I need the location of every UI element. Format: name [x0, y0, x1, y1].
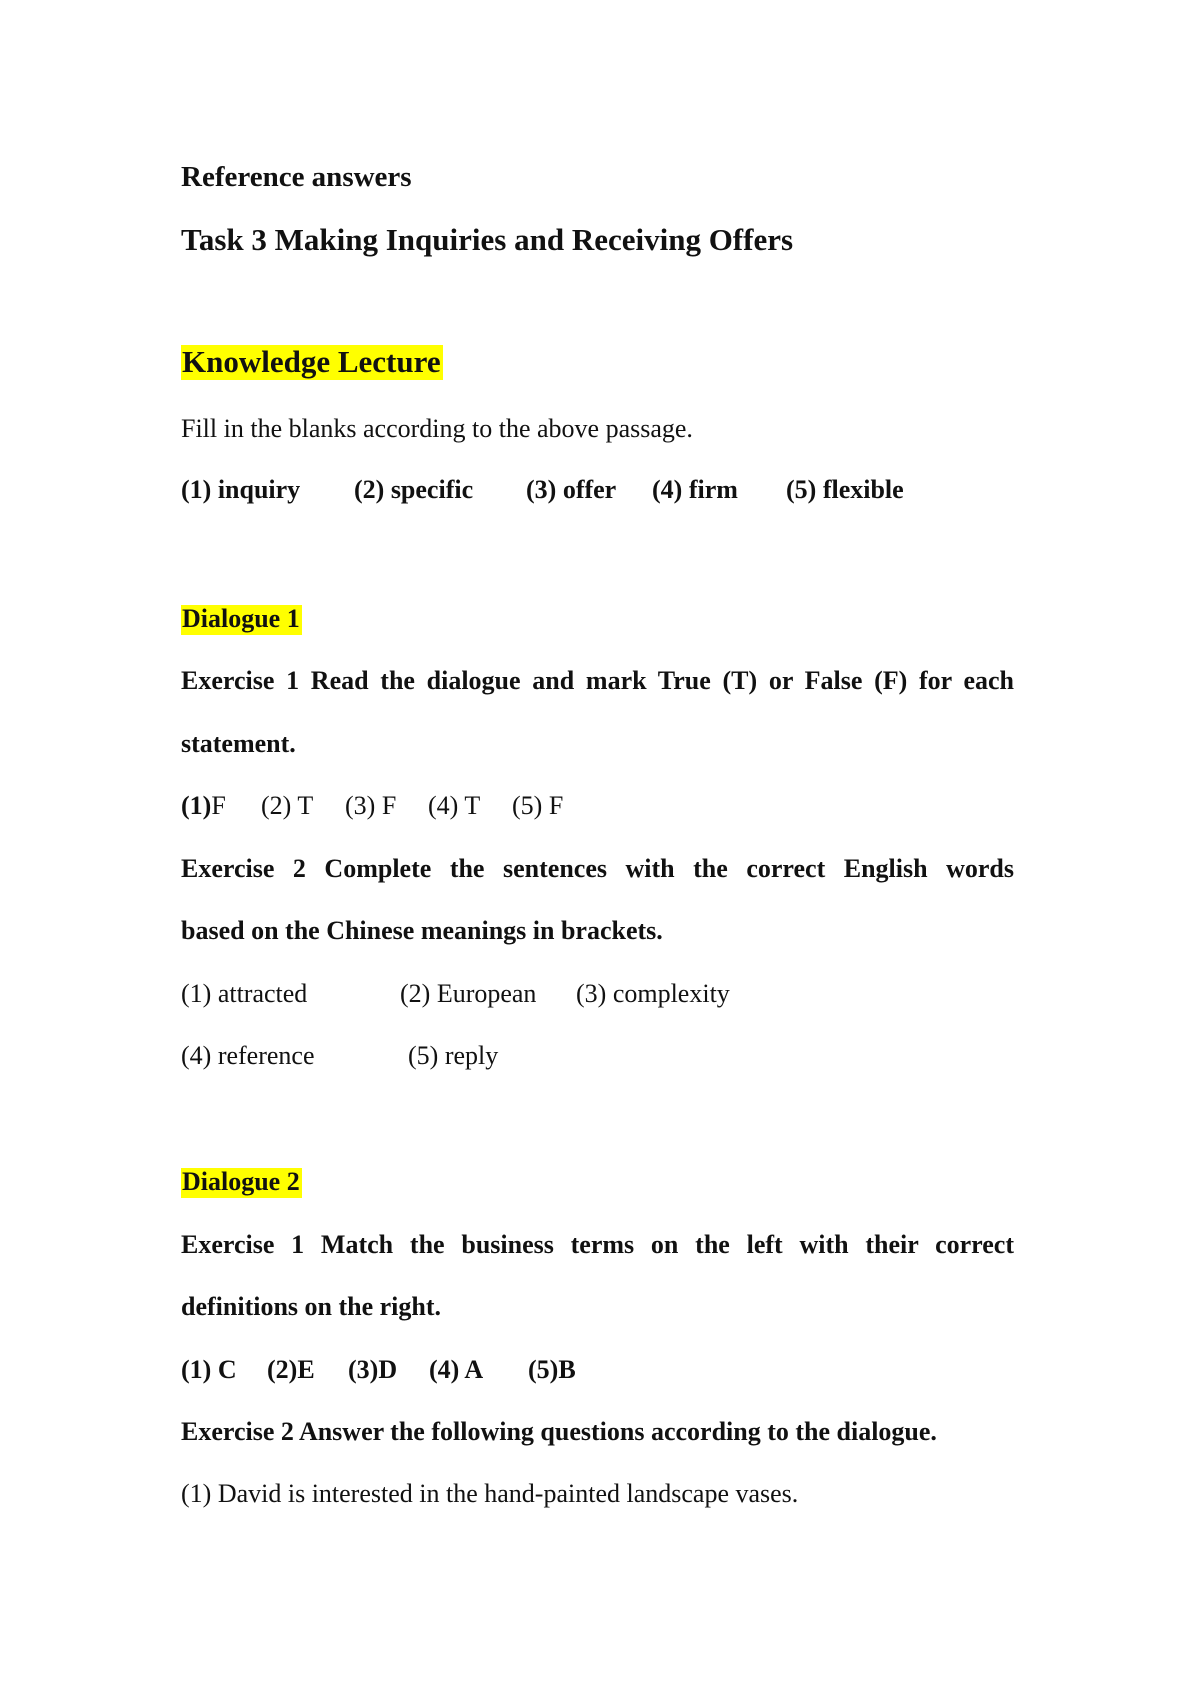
- knowledge-answer-2: (2) specific: [354, 475, 474, 504]
- dialogue2-ex1-instruction-line2: definitions on the right.: [181, 1292, 442, 1321]
- dialogue1-ex1-instruction-line2: statement.: [181, 729, 296, 758]
- dialogue1-ex2-answer-1: (1) attracted: [181, 979, 308, 1008]
- dialogue1-ex2-instruction-line1: Exercise 2 Complete the sentences with the correct English words: [181, 854, 1014, 883]
- knowledge-answer-3: (3) offer: [526, 475, 617, 504]
- knowledge-instruction: Fill in the blanks according to the above passage.: [181, 414, 693, 443]
- task-title: Task 3 Making Inquiries and Receiving Offers: [181, 222, 794, 257]
- dialogue1-ex1-answer-1-value: F: [211, 791, 226, 820]
- knowledge-answer-4: (4) firm: [652, 475, 738, 504]
- document-title: Reference answers: [181, 161, 412, 193]
- dialogue1-heading: [181, 605, 302, 635]
- dialogue1-ex1-instruction-line1: Exercise 1 Read the dialogue and mark True (T) or False (F) for each: [181, 666, 1014, 695]
- dialogue2-ex1-instruction-line1: Exercise 1 Match the business terms on the left with their correct: [181, 1230, 1014, 1259]
- dialogue2-ex2-instruction: Exercise 2 Answer the following questions according to the dialogue.: [181, 1417, 937, 1446]
- dialogue1-ex1-answer-1: [181, 793, 226, 819]
- dialogue1-ex2-answer-2: (2) European: [400, 979, 537, 1008]
- dialogue2-ex1-answer-2: (2)E: [267, 1355, 315, 1384]
- dialogue1-ex2-instruction-line2: based on the Chinese meanings in brackets.: [181, 916, 663, 945]
- dialogue2-ex1-answer-4: (4) A: [429, 1355, 484, 1384]
- dialogue2-heading-highlight: Dialogue 2: [182, 1167, 300, 1196]
- dialogue2-ex2-answer-1: (1) David is interested in the hand-painted landscape vases.: [181, 1479, 799, 1508]
- knowledge-answer-5: (5) flexible: [786, 475, 904, 504]
- dialogue1-ex1-answer-4: (4) T: [428, 791, 481, 820]
- knowledge-heading: [181, 345, 443, 380]
- dialogue1-heading-highlight: Dialogue 1: [182, 604, 300, 633]
- dialogue2-ex1-answer-1: (1) C: [181, 1355, 237, 1384]
- knowledge-answer-1: (1) inquiry: [181, 475, 301, 504]
- dialogue2-ex1-answer-5: (5)B: [528, 1355, 576, 1384]
- dialogue1-ex1-answer-2: (2) T: [261, 791, 314, 820]
- dialogue1-ex2-answer-5: (5) reply: [408, 1041, 499, 1070]
- dialogue1-ex2-answer-4: (4) reference: [181, 1041, 315, 1070]
- dialogue2-heading: [181, 1168, 302, 1198]
- dialogue1-ex1-answer-3: (3) F: [345, 791, 397, 820]
- dialogue2-ex1-answer-3: (3)D: [348, 1355, 398, 1384]
- dialogue1-ex1-answer-5: (5) F: [512, 791, 564, 820]
- dialogue1-ex1-answer-1-number: (1): [181, 791, 212, 820]
- knowledge-heading-highlight: Knowledge Lecture: [182, 344, 441, 379]
- dialogue1-ex2-answer-3: (3) complexity: [576, 979, 730, 1008]
